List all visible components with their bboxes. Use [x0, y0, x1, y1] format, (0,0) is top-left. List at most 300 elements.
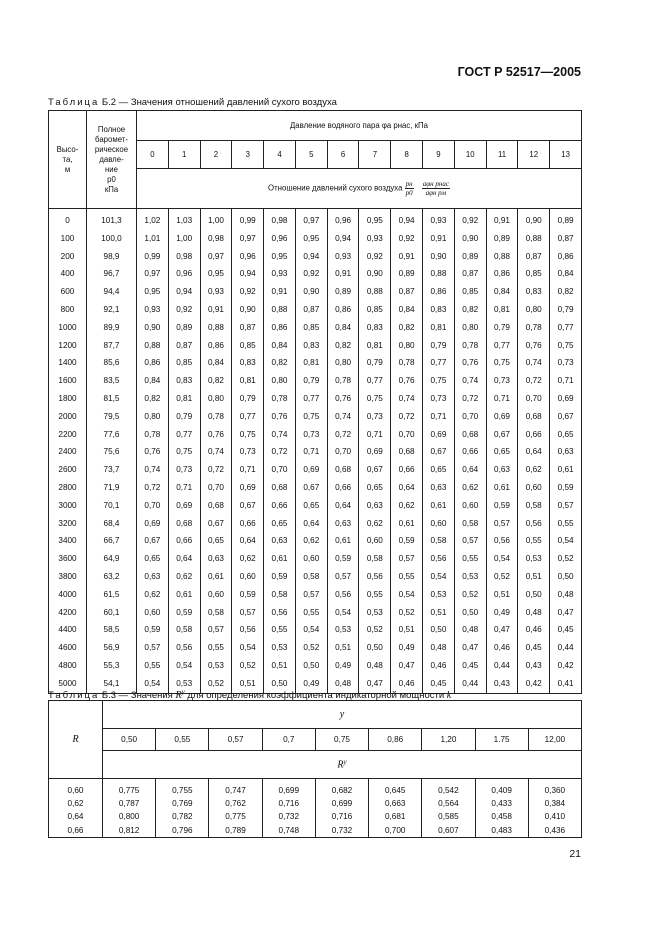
vapor-col-header: 8 — [391, 141, 423, 169]
table-cell: 0,55 — [264, 621, 296, 639]
table-cell: 0,69 — [359, 443, 391, 461]
table-cell: 0,46 — [486, 639, 518, 657]
table-cell: 96,7 — [87, 265, 137, 283]
table-cell: 0,51 — [327, 639, 359, 657]
table-cell: 0,94 — [391, 209, 423, 230]
table-cell: 0,54 — [423, 568, 455, 586]
table-cell: 0,68 — [391, 443, 423, 461]
table-cell: 0,64 — [232, 532, 264, 550]
table-cell: 0,78 — [518, 319, 550, 337]
table-cell: 0,57 — [200, 621, 232, 639]
table-cell: 0,97 — [295, 209, 327, 230]
table-cell: 0,63 — [137, 568, 169, 586]
table-cell: 0,63 — [550, 443, 582, 461]
table-cell: 0,71 — [486, 390, 518, 408]
table-cell: 0,73 — [232, 443, 264, 461]
table-cell: 0,90 — [454, 230, 486, 248]
caption-word: Таблица — [48, 690, 100, 702]
table-cell: 0,66 — [232, 515, 264, 533]
table-cell: 0,90 — [423, 248, 455, 266]
table-cell: 0,62 — [137, 586, 169, 604]
vapor-col-header: 11 — [486, 141, 518, 169]
table-cell: 1,00 — [168, 230, 200, 248]
table-cell: 0,90 — [295, 283, 327, 301]
table-b3 — [48, 700, 582, 838]
table-cell: 0,48 — [518, 604, 550, 622]
table-row — [49, 443, 582, 461]
table-cell: 0,57 — [454, 532, 486, 550]
table-cell: 0,62 — [454, 479, 486, 497]
table-cell: 94,4 — [87, 283, 137, 301]
table-cell: 0,64 — [454, 461, 486, 479]
table-cell: 0,50 — [295, 657, 327, 675]
table-cell: 0,91 — [327, 265, 359, 283]
table-cell: 79,5 — [87, 408, 137, 426]
table-cell: 0,748 — [262, 824, 315, 838]
table-cell: 0,79 — [423, 337, 455, 355]
table-cell: 0,69 — [168, 497, 200, 515]
table-cell: 0,57 — [486, 515, 518, 533]
table-cell: 0,91 — [391, 248, 423, 266]
ratio-label: Отношение давлений сухого воздуха — [268, 183, 403, 193]
table-cell: 0,59 — [168, 604, 200, 622]
table-cell: 0,97 — [200, 248, 232, 266]
table-cell: 55,3 — [87, 657, 137, 675]
caption-symbol: R — [175, 690, 182, 702]
table-cell: 0,69 — [295, 461, 327, 479]
table-cell: 0,84 — [391, 301, 423, 319]
table-cell: 0,94 — [295, 248, 327, 266]
table-cell: 0,58 — [295, 568, 327, 586]
table-cell: 0,72 — [200, 461, 232, 479]
table-cell: 0,52 — [200, 675, 232, 693]
table-cell: 0,88 — [359, 283, 391, 301]
table-cell: 0,77 — [423, 354, 455, 372]
gamma-col-header: 0,86 — [369, 729, 422, 751]
table-cell: 0,64 — [391, 479, 423, 497]
table-cell: 89,9 — [87, 319, 137, 337]
table-cell: 0,52 — [454, 586, 486, 604]
table-cell: 0,44 — [550, 639, 582, 657]
table-cell: 0,83 — [518, 283, 550, 301]
caption-word: Таблица — [48, 97, 100, 108]
table-cell: 0,86 — [327, 301, 359, 319]
table-cell: 0,45 — [518, 639, 550, 657]
table-cell: 4400 — [49, 621, 87, 639]
header-ratio — [137, 169, 582, 209]
table-cell: 0,82 — [137, 390, 169, 408]
table-cell: 0,716 — [315, 810, 368, 823]
table-cell: 0,77 — [232, 408, 264, 426]
table-cell: 0,74 — [391, 390, 423, 408]
table-cell: 1800 — [49, 390, 87, 408]
table-row — [49, 779, 582, 798]
table-cell: 0,67 — [232, 497, 264, 515]
table-cell: 0,787 — [103, 797, 156, 810]
table-cell: 0,57 — [327, 568, 359, 586]
table-cell: 0,60 — [423, 515, 455, 533]
table-cell: 0,585 — [422, 810, 475, 823]
table-cell: 0,52 — [486, 568, 518, 586]
vapor-col-header: 13 — [550, 141, 582, 169]
table-cell: 0,61 — [168, 586, 200, 604]
table-cell: 0,90 — [137, 319, 169, 337]
table-row — [49, 390, 582, 408]
table-cell: 0,92 — [391, 230, 423, 248]
table-cell: 0,83 — [295, 337, 327, 355]
table-cell: 61,5 — [87, 586, 137, 604]
table-cell: 0,699 — [315, 797, 368, 810]
vapor-col-header: 1 — [168, 141, 200, 169]
table-cell: 0,63 — [327, 515, 359, 533]
table-cell: 0,51 — [518, 568, 550, 586]
table-cell: 0,61 — [264, 550, 296, 568]
table-cell: 0,90 — [232, 301, 264, 319]
header-gamma: y — [103, 701, 582, 729]
table-cell: 0,56 — [518, 515, 550, 533]
table-row — [49, 824, 582, 838]
table-cell: 0,55 — [391, 568, 423, 586]
table-cell: 0,87 — [168, 337, 200, 355]
table-cell: 0,57 — [391, 550, 423, 568]
table-cell: 0,60 — [137, 604, 169, 622]
table-cell: 0,79 — [168, 408, 200, 426]
table-cell: 0,45 — [423, 675, 455, 693]
table-cell: 0,66 — [454, 443, 486, 461]
table-cell: 0,60 — [232, 568, 264, 586]
table-cell: 1400 — [49, 354, 87, 372]
table-cell: 0,54 — [391, 586, 423, 604]
table-cell: 0,93 — [200, 283, 232, 301]
table-row — [49, 426, 582, 444]
table-cell: 0,69 — [137, 515, 169, 533]
table-cell: 0,54 — [486, 550, 518, 568]
table-cell: 0,62 — [295, 532, 327, 550]
table-cell: 0,75 — [550, 337, 582, 355]
table-row — [49, 550, 582, 568]
table-cell: 0,65 — [550, 426, 582, 444]
table-cell: 0,71 — [359, 426, 391, 444]
table-cell: 0,83 — [168, 372, 200, 390]
table-cell: 77,6 — [87, 426, 137, 444]
table-cell: 0,91 — [486, 209, 518, 230]
table-cell: 0,80 — [327, 354, 359, 372]
table-cell: 0,49 — [295, 675, 327, 693]
caption-symbol-sup: y — [181, 688, 185, 696]
header-r: R — [49, 701, 103, 779]
vapor-col-header: 2 — [200, 141, 232, 169]
table-cell: 0,72 — [518, 372, 550, 390]
table-cell: 0,49 — [486, 604, 518, 622]
table-cell: 0,87 — [391, 283, 423, 301]
table-cell: 0,89 — [327, 283, 359, 301]
table-cell: 70,1 — [87, 497, 137, 515]
table-cell: 0,57 — [295, 586, 327, 604]
table-cell: 73,7 — [87, 461, 137, 479]
table-cell: 0,67 — [200, 515, 232, 533]
table-cell: 0,63 — [359, 497, 391, 515]
table-cell: 0 — [49, 209, 87, 230]
table-cell: 0,59 — [232, 586, 264, 604]
table-cell: 0,69 — [423, 426, 455, 444]
table-cell: 0,84 — [137, 372, 169, 390]
table-cell: 0,92 — [295, 265, 327, 283]
table-cell: 0,78 — [391, 354, 423, 372]
table-cell: 0,73 — [295, 426, 327, 444]
table-cell: 100 — [49, 230, 87, 248]
table-cell: 0,54 — [232, 639, 264, 657]
table-cell: 0,89 — [454, 248, 486, 266]
table-cell: 0,68 — [327, 461, 359, 479]
table-cell: 0,96 — [232, 248, 264, 266]
table-cell: 0,74 — [454, 372, 486, 390]
table-cell: 0,76 — [264, 408, 296, 426]
table-cell: 0,564 — [422, 797, 475, 810]
table-cell: 0,72 — [327, 426, 359, 444]
table-row — [49, 657, 582, 675]
table-cell: 0,50 — [423, 621, 455, 639]
table-cell: 71,9 — [87, 479, 137, 497]
table-cell: 0,66 — [518, 426, 550, 444]
table-cell: 0,98 — [168, 248, 200, 266]
table-cell: 0,48 — [423, 639, 455, 657]
table-cell: 0,48 — [454, 621, 486, 639]
table-cell: 0,75 — [295, 408, 327, 426]
table-cell: 0,79 — [486, 319, 518, 337]
table-cell: 0,51 — [232, 675, 264, 693]
table-row — [49, 461, 582, 479]
table-cell: 0,43 — [518, 657, 550, 675]
table-cell: 0,74 — [137, 461, 169, 479]
table-cell: 0,59 — [264, 568, 296, 586]
table-cell: 0,58 — [423, 532, 455, 550]
table-cell: 5000 — [49, 675, 87, 693]
gamma-col-header: 0,7 — [262, 729, 315, 751]
table-cell: 0,45 — [550, 621, 582, 639]
table-cell: 0,50 — [264, 675, 296, 693]
table-cell: 0,48 — [359, 657, 391, 675]
table-cell: 0,99 — [137, 248, 169, 266]
header-height: Высо- та, м — [49, 111, 87, 209]
standard-code: ГОСТ Р 52517—2005 — [457, 65, 581, 79]
table-cell: 0,78 — [454, 337, 486, 355]
table-cell: 0,72 — [454, 390, 486, 408]
table-cell: 0,74 — [264, 426, 296, 444]
table-cell: 0,86 — [200, 337, 232, 355]
vapor-col-header: 6 — [327, 141, 359, 169]
pressure-label: Полное баромет- рическое давле- ние p0 кПа — [94, 124, 129, 194]
table-cell: 0,62 — [359, 515, 391, 533]
table-cell: 0,77 — [168, 426, 200, 444]
table-cell: 0,65 — [264, 515, 296, 533]
table-cell: 0,61 — [327, 532, 359, 550]
table-cell: 0,80 — [518, 301, 550, 319]
table-cell: 0,85 — [168, 354, 200, 372]
table-cell: 0,796 — [156, 824, 209, 838]
table-cell: 0,81 — [232, 372, 264, 390]
table-row — [49, 283, 582, 301]
table-cell: 0,72 — [391, 408, 423, 426]
table-row — [49, 209, 582, 230]
table-cell: 0,70 — [200, 479, 232, 497]
table-cell: 1,00 — [200, 209, 232, 230]
table-cell: 0,96 — [264, 230, 296, 248]
table-cell: 3400 — [49, 532, 87, 550]
table-cell: 87,7 — [87, 337, 137, 355]
table-cell: 100,0 — [87, 230, 137, 248]
table-cell: 0,542 — [422, 779, 475, 798]
table-cell: 0,65 — [359, 479, 391, 497]
table-cell: 0,77 — [486, 337, 518, 355]
table-row — [49, 604, 582, 622]
table-cell: 0,93 — [327, 248, 359, 266]
table-cell: 0,91 — [200, 301, 232, 319]
table-cell: 0,60 — [454, 497, 486, 515]
table-cell: 0,60 — [49, 779, 103, 798]
table-cell: 2800 — [49, 479, 87, 497]
table-cell: 0,63 — [200, 550, 232, 568]
table-cell: 0,59 — [550, 479, 582, 497]
table-cell: 0,83 — [423, 301, 455, 319]
table-cell: 0,62 — [232, 550, 264, 568]
table-cell: 0,85 — [359, 301, 391, 319]
table-cell: 0,82 — [200, 372, 232, 390]
table-cell: 0,62 — [391, 497, 423, 515]
table-cell: 0,49 — [391, 639, 423, 657]
table-cell: 0,58 — [168, 621, 200, 639]
table-cell: 0,58 — [518, 497, 550, 515]
table-cell: 0,69 — [232, 479, 264, 497]
table-cell: 0,83 — [359, 319, 391, 337]
vapor-col-header: 10 — [454, 141, 486, 169]
gamma-col-header: 12,00 — [528, 729, 581, 751]
table-cell: 0,53 — [327, 621, 359, 639]
table-cell: 0,82 — [454, 301, 486, 319]
caption-tail: для определения коэффициента индикаторной мощности — [187, 690, 445, 702]
table-cell: 200 — [49, 248, 87, 266]
table-cell: 68,4 — [87, 515, 137, 533]
table-cell: 0,78 — [327, 372, 359, 390]
table-cell: 0,51 — [486, 586, 518, 604]
table-cell: 101,3 — [87, 209, 137, 230]
table-cell: 56,9 — [87, 639, 137, 657]
table-cell: 2000 — [49, 408, 87, 426]
table-cell: 0,78 — [200, 408, 232, 426]
table-cell: 0,67 — [295, 479, 327, 497]
table-cell: 0,88 — [264, 301, 296, 319]
table-cell: 0,46 — [423, 657, 455, 675]
table-cell: 0,60 — [200, 586, 232, 604]
table-cell: 0,782 — [156, 810, 209, 823]
table-cell: 0,52 — [295, 639, 327, 657]
table-cell: 0,82 — [391, 319, 423, 337]
table-cell: 0,52 — [391, 604, 423, 622]
table-cell: 0,71 — [423, 408, 455, 426]
table-cell: 0,79 — [232, 390, 264, 408]
table-cell: 2200 — [49, 426, 87, 444]
gamma-col-header: 0,55 — [156, 729, 209, 751]
table-row — [49, 248, 582, 266]
table-cell: 0,700 — [369, 824, 422, 838]
table-cell: 0,64 — [49, 810, 103, 823]
table-cell: 85,6 — [87, 354, 137, 372]
table-cell: 63,2 — [87, 568, 137, 586]
table-cell: 0,53 — [168, 675, 200, 693]
table-cell: 0,75 — [423, 372, 455, 390]
table-cell: 0,67 — [486, 426, 518, 444]
table-cell: 0,433 — [475, 797, 528, 810]
table-cell: 0,97 — [137, 265, 169, 283]
table-cell: 1200 — [49, 337, 87, 355]
table-cell: 0,64 — [168, 550, 200, 568]
table-cell: 0,409 — [475, 779, 528, 798]
table-cell: 54,1 — [87, 675, 137, 693]
header-ry: $R^y$ — [103, 751, 582, 779]
table-cell: 0,59 — [486, 497, 518, 515]
table-cell: 0,93 — [423, 209, 455, 230]
gamma-col-header: 0,75 — [315, 729, 368, 751]
table-cell: 0,65 — [486, 443, 518, 461]
table-cell: 0,96 — [327, 209, 359, 230]
table-row — [49, 639, 582, 657]
table-cell: 0,44 — [486, 657, 518, 675]
table-cell: 0,74 — [327, 408, 359, 426]
table-cell: 0,46 — [518, 621, 550, 639]
table-cell: 0,55 — [550, 515, 582, 533]
table-row — [49, 532, 582, 550]
vapor-col-header: 3 — [232, 141, 264, 169]
table-cell: 0,56 — [486, 532, 518, 550]
table-cell: 0,775 — [103, 779, 156, 798]
table-cell: 0,91 — [264, 283, 296, 301]
table-cell: 0,68 — [264, 479, 296, 497]
table-cell: 0,43 — [486, 675, 518, 693]
table-cell: 0,73 — [359, 408, 391, 426]
table-cell: 0,61 — [391, 515, 423, 533]
table-cell: 0,52 — [232, 657, 264, 675]
table-cell: 0,82 — [327, 337, 359, 355]
table-cell: 0,70 — [137, 497, 169, 515]
table-cell: 0,73 — [423, 390, 455, 408]
table-cell: 0,54 — [327, 604, 359, 622]
table-cell: 0,55 — [137, 657, 169, 675]
table-cell: 0,62 — [518, 461, 550, 479]
table-cell: 0,769 — [156, 797, 209, 810]
table-cell: 0,95 — [137, 283, 169, 301]
table-cell: 0,56 — [232, 621, 264, 639]
table-cell: 0,360 — [528, 779, 581, 798]
table-cell: 0,62 — [168, 568, 200, 586]
table-cell: 0,47 — [391, 657, 423, 675]
table-cell: 0,50 — [359, 639, 391, 657]
table-cell: 0,77 — [359, 372, 391, 390]
table-cell: 0,83 — [232, 354, 264, 372]
table-cell: 0,94 — [232, 265, 264, 283]
table-cell: 0,80 — [200, 390, 232, 408]
table-cell: 0,70 — [454, 408, 486, 426]
table-cell: 0,68 — [518, 408, 550, 426]
table-cell: 0,85 — [232, 337, 264, 355]
table-cell: 0,61 — [423, 497, 455, 515]
table-cell: 0,53 — [454, 568, 486, 586]
table-cell: 0,77 — [550, 319, 582, 337]
table-cell: 0,69 — [486, 408, 518, 426]
vapor-col-header: 0 — [137, 141, 169, 169]
table-cell: 0,93 — [264, 265, 296, 283]
table-cell: 0,66 — [391, 461, 423, 479]
header-vapor-pressure: Давление водяного пара φа pнас, кПа — [137, 111, 582, 141]
table-cell: 3000 — [49, 497, 87, 515]
